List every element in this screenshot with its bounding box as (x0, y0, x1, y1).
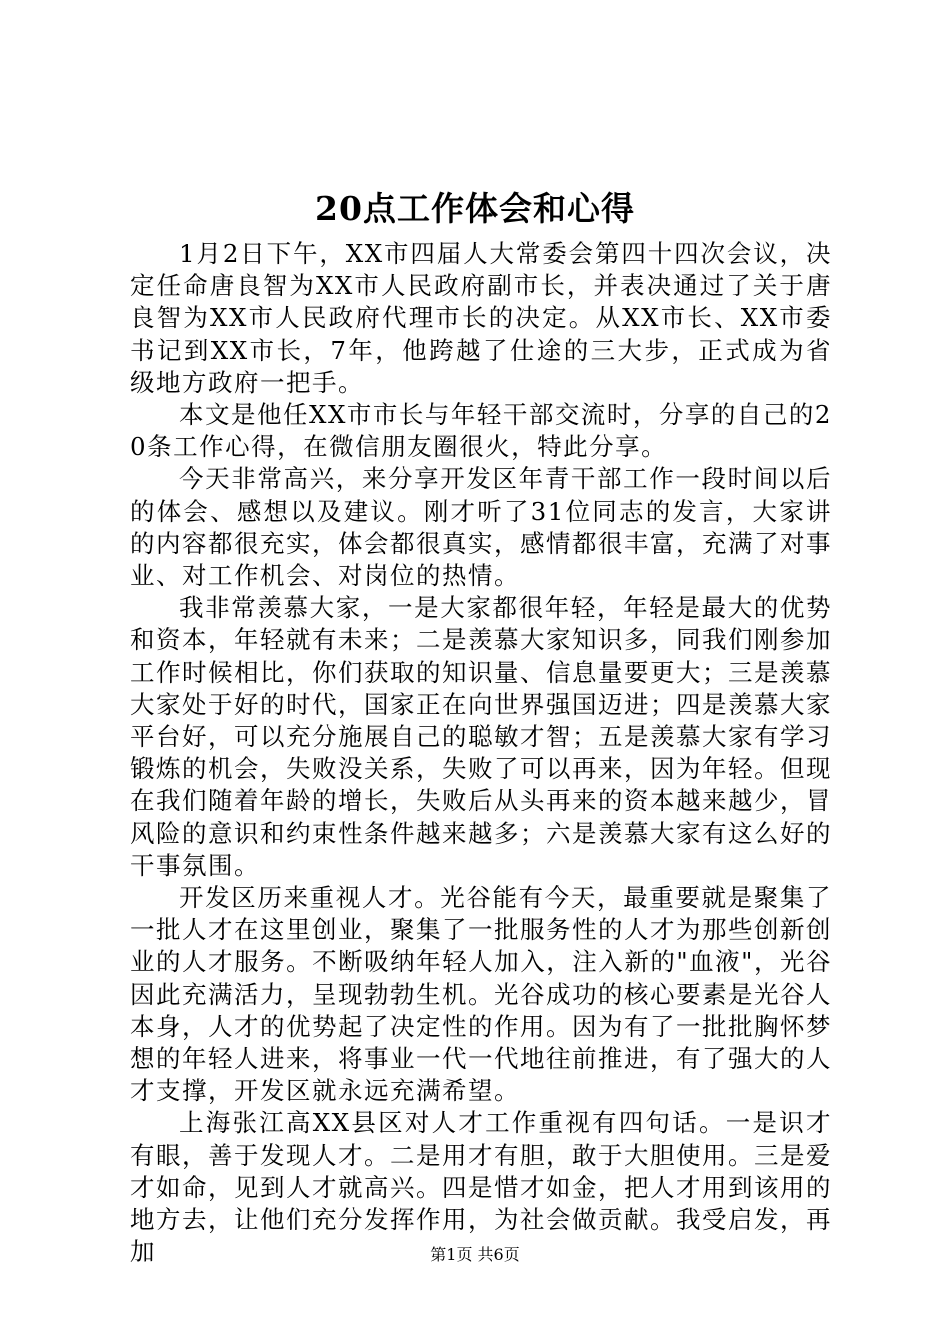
paragraph: 今天非常高兴，来分享开发区年青干部工作一段时间以后的体会、感想以及建议。刚才听了31位同志的发言，大家讲的内容都很充实，体会都很真实，感情都很丰富，充满了对事业、对工作机会、对岗位的热情。 (130, 464, 832, 591)
document-title: 20点工作体会和心得 (315, 189, 635, 228)
paragraph: 上海张江高XX县区对人才工作重视有四句话。一是识才有眼，善于发现人才。二是用才有胆，敢于大胆使用。三是爱才如命，见到人才就高兴。四是惜才如金，把人才用到该用的地方去，让他们充分发挥作用，为社会做贡献。我受启发，再加 (130, 1108, 832, 1267)
paragraph: 开发区历来重视人才。光谷能有今天，最重要就是聚集了一批人才在这里创业，聚集了一批服务性的人才为那些创新创业的人才服务。不断吸纳年轻人加入，注入新的"血液"，光谷因此充满活力，呈现勃勃生机。光谷成功的核心要素是光谷人本身，人才的优势起了决定性的作用。因为有了一批批胸怀梦想的年轻人进来，将事业一代一代地往前推进，有了强大的人才支撑，开发区就永远充满希望。 (130, 883, 832, 1106)
paragraph: 1月2日下午，XX市四届人大常委会第四十四次会议，决定任命唐良智为XX市人民政府副市长，并表决通过了关于唐良智为XX市人民政府代理市长的决定。从XX市长、XX市委书记到XX市长，7年，他跨越了仕途的三大步，正式成为省级地方政府一把手。 (130, 239, 832, 397)
document-body (130, 238, 832, 1269)
paragraph: 我非常羡慕大家，一是大家都很年轻，年轻是最大的优势和资本，年轻就有未来；二是羡慕大家知识多，同我们刚参加工作时候相比，你们获取的知识量、信息量要更大；三是羡慕大家处于好的时代，国家正在向世界强国迈进；四是羡慕大家平台好，可以充分施展自己的聪敏才智；五是羡慕大家有学习锻炼的机会，失败没关系，失败了可以再来，因为年轻。但现在我们随着年龄的增长，失败后从头再来的资本越来越少，冒风险的意识和约束性条件越来越多；六是羡慕大家有这么好的干事氛围。 (130, 593, 832, 880)
paragraph: 本文是他任XX市市长与年轻干部交流时，分享的自己的20条工作心得，在微信朋友圈很火，特此分享。 (130, 400, 832, 462)
page-footer: 第1页 共6页 (430, 1245, 520, 1264)
